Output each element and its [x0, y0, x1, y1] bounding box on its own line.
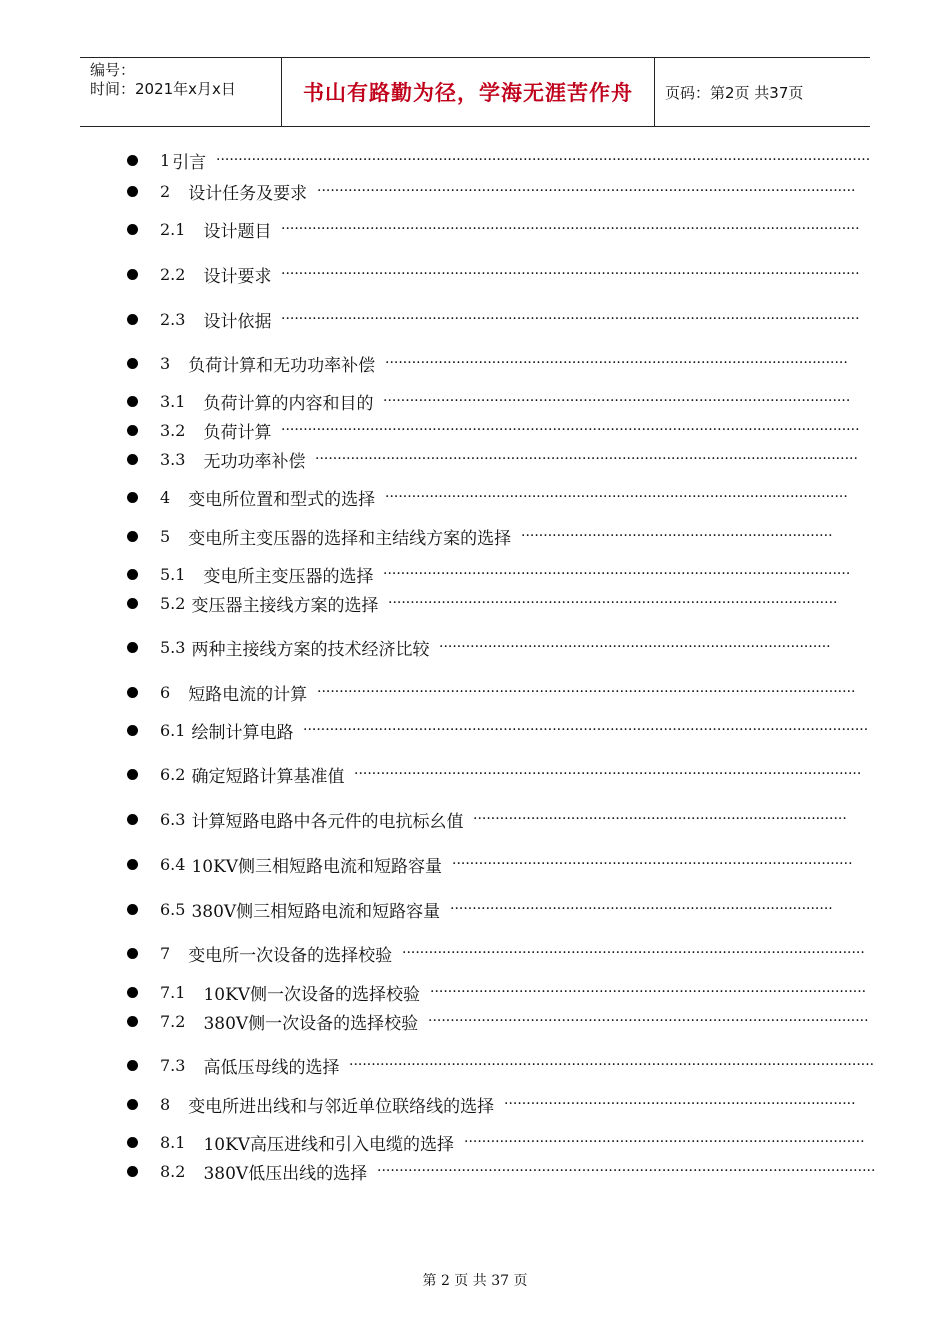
toc-item-number: 6.5: [160, 899, 186, 919]
toc-item-title: 负荷计算: [203, 422, 272, 443]
toc-item-title: 高低压母线的选择: [203, 1057, 340, 1078]
bullet-icon: [127, 531, 138, 542]
toc-item[interactable]: [127, 1129, 865, 1155]
bullet-icon: [127, 269, 138, 280]
toc-item[interactable]: [127, 484, 848, 510]
toc-item-title: 设计依据: [203, 311, 272, 332]
toc-item[interactable]: [127, 806, 847, 832]
bullet-icon: [127, 598, 138, 609]
toc-leader-dots: ··································································································································: [281, 422, 860, 438]
toc-leader-dots: ··················································································································: [354, 766, 862, 782]
toc-item[interactable]: [127, 896, 833, 922]
toc-item-title: 绘制计算电路: [191, 722, 294, 743]
toc-item-title: 设计要求: [203, 266, 272, 287]
toc-item-title: 变电所一次设备的选择校验: [188, 945, 393, 966]
header-motto: 书山有路勤为径，学海无涯苦作舟: [282, 58, 655, 126]
toc-leader-dots: ········································································································: [385, 355, 848, 371]
toc-item[interactable]: [127, 590, 838, 616]
toc-item[interactable]: [127, 679, 856, 705]
toc-item-number: 6.2: [160, 764, 186, 784]
toc-item-title: 380V侧三相短路电流和短路容量: [191, 901, 441, 922]
toc-item-number: 6.3: [160, 809, 186, 829]
toc-item[interactable]: [127, 851, 853, 877]
toc-item[interactable]: [127, 388, 851, 414]
toc-item-number: 8.1: [160, 1132, 186, 1152]
toc-leader-dots: ·······························································································································: [303, 722, 869, 738]
toc-item[interactable]: [127, 446, 858, 472]
toc-leader-dots: ························································································: [439, 639, 831, 655]
toc-item-number: 2: [160, 181, 171, 201]
toc-leader-dots: ··································································································································: [281, 266, 860, 282]
toc-item[interactable]: [127, 147, 871, 173]
toc-item-title: 变电所位置和型式的选择: [188, 489, 376, 510]
bullet-icon: [127, 687, 138, 698]
toc-item[interactable]: [127, 1158, 876, 1184]
toc-item-number: 5.1: [160, 564, 186, 584]
toc-item[interactable]: [127, 350, 848, 376]
toc-item-title: 两种主接线方案的技术经济比较: [191, 639, 430, 660]
page-footer: 第 2 页 共 37 页: [422, 1273, 528, 1289]
toc-leader-dots: ··························································································: [464, 1134, 865, 1150]
bullet-icon: [127, 1099, 138, 1110]
bullet-icon: [127, 155, 138, 166]
toc-leader-dots: ········································································································: [402, 945, 865, 961]
toc-leader-dots: ·························································································································: [317, 183, 856, 199]
header-page-info: 页码：第2页 共37页: [665, 83, 804, 102]
toc-item-number: 1: [160, 150, 171, 170]
toc-item-number: 5.2: [160, 593, 186, 613]
toc-item-number: 3.1: [160, 391, 186, 411]
toc-item-title: 10KV侧一次设备的选择校验: [203, 984, 421, 1005]
bullet-icon: [127, 642, 138, 653]
bullet-icon: [127, 314, 138, 325]
toc-item-title: 无功功率补偿: [203, 451, 306, 472]
toc-item-number: 7: [160, 943, 171, 963]
toc-leader-dots: ··································································································································: [281, 311, 860, 327]
toc-leader-dots: ···················································································································································: [216, 152, 871, 168]
toc-item[interactable]: [127, 523, 833, 549]
toc-item-number: 4: [160, 487, 171, 507]
toc-leader-dots: ················································································································: [377, 1163, 876, 1179]
toc-item[interactable]: [127, 306, 860, 332]
toc-item[interactable]: [127, 717, 869, 743]
toc-leader-dots: ········································································································: [385, 489, 848, 505]
toc-leader-dots: ······································································: [521, 528, 833, 544]
toc-item[interactable]: [127, 261, 860, 287]
bullet-icon: [127, 1060, 138, 1071]
toc-item[interactable]: [127, 761, 862, 787]
toc-leader-dots: ···································································································: [428, 1013, 869, 1029]
toc-leader-dots: ··································································································: [430, 984, 867, 1000]
bullet-icon: [127, 725, 138, 736]
bullet-icon: [127, 904, 138, 915]
page-header: [80, 57, 870, 127]
toc-item-number: 2.2: [160, 264, 186, 284]
toc-item-title: 计算短路电路中各元件的电抗标幺值: [191, 811, 464, 832]
toc-item-number: 6: [160, 682, 171, 702]
toc-item[interactable]: [127, 940, 865, 966]
header-meta: [80, 58, 282, 126]
toc-item-title: 设计任务及要求: [188, 183, 308, 204]
bullet-icon: [127, 1137, 138, 1148]
toc-item-title: 380V低压出线的选择: [203, 1163, 368, 1184]
bullet-icon: [127, 358, 138, 369]
bullet-icon: [127, 1016, 138, 1027]
bullet-icon: [127, 859, 138, 870]
toc-item-number: 3: [160, 353, 171, 373]
bullet-icon: [127, 396, 138, 407]
toc-item-title: 负荷计算和无功功率补偿: [188, 355, 376, 376]
toc-item-number: 7.3: [160, 1055, 186, 1075]
toc-item-title: 设计题目: [203, 221, 272, 242]
toc-leader-dots: ··································································································································: [281, 221, 860, 237]
toc-item[interactable]: [127, 979, 867, 1005]
toc-item-title: 10KV高压进线和引入电缆的选择: [203, 1134, 455, 1155]
toc-item-number: 5: [160, 526, 171, 546]
toc-item-title: 变电所进出线和与邻近单位联络线的选择: [188, 1096, 495, 1117]
toc-item-number: 2.1: [160, 219, 186, 239]
toc-item-number: 5.3: [160, 637, 186, 657]
bullet-icon: [127, 569, 138, 580]
document-number-label: 编号：: [90, 61, 136, 79]
toc-leader-dots: ······················································································································: [349, 1057, 875, 1073]
toc-item-title: 变电所主变压器的选择和主结线方案的选择: [188, 528, 512, 549]
toc-leader-dots: ·········································································································: [383, 566, 851, 582]
toc-leader-dots: ·····································································································: [388, 595, 838, 611]
bullet-icon: [127, 492, 138, 503]
toc-item-number: 3.2: [160, 420, 186, 440]
document-time-label: 时间：2021年x月x日: [90, 80, 236, 98]
toc-item[interactable]: [127, 417, 860, 443]
bullet-icon: [127, 454, 138, 465]
toc-item-title: 380V侧一次设备的选择校验: [203, 1013, 419, 1034]
toc-item[interactable]: [127, 178, 856, 204]
bullet-icon: [127, 814, 138, 825]
toc-item-title: 负荷计算的内容和目的: [203, 393, 374, 414]
bullet-icon: [127, 1166, 138, 1177]
toc-item[interactable]: [127, 1052, 875, 1078]
bullet-icon: [127, 948, 138, 959]
toc-leader-dots: ·························································································································: [317, 684, 856, 700]
bullet-icon: [127, 425, 138, 436]
toc-item-title: 变电所主变压器的选择: [203, 566, 374, 587]
bullet-icon: [127, 987, 138, 998]
toc-item-number: 7.2: [160, 1011, 186, 1031]
toc-item-title: 引言: [172, 152, 207, 173]
bullet-icon: [127, 769, 138, 780]
toc-item-number: 7.1: [160, 982, 186, 1002]
toc-item[interactable]: [127, 634, 831, 660]
toc-item-number: 3.3: [160, 449, 186, 469]
toc-leader-dots: ······················································································: [450, 901, 833, 917]
toc-item[interactable]: [127, 1008, 869, 1034]
toc-item-number: 6.4: [160, 854, 186, 874]
toc-item[interactable]: [127, 561, 851, 587]
toc-item-title: 短路电流的计算: [188, 684, 308, 705]
bullet-icon: [127, 224, 138, 235]
toc-leader-dots: ··························································································································: [315, 451, 858, 467]
toc-leader-dots: ·········································································································: [383, 393, 851, 409]
toc-item-title: 10KV侧三相短路电流和短路容量: [191, 856, 443, 877]
toc-item[interactable]: [127, 1091, 856, 1117]
toc-item-number: 2.3: [160, 309, 186, 329]
toc-item[interactable]: [127, 216, 860, 242]
toc-leader-dots: ···············································································: [504, 1096, 856, 1112]
toc-item-title: 确定短路计算基准值: [191, 766, 345, 787]
toc-leader-dots: ····················································································: [473, 811, 847, 827]
toc-leader-dots: ··························································································: [452, 856, 853, 872]
toc-item-number: 6.1: [160, 720, 186, 740]
bullet-icon: [127, 186, 138, 197]
toc-item-number: 8: [160, 1094, 171, 1114]
toc-item-number: 8.2: [160, 1161, 186, 1181]
toc-item-title: 变压器主接线方案的选择: [191, 595, 379, 616]
